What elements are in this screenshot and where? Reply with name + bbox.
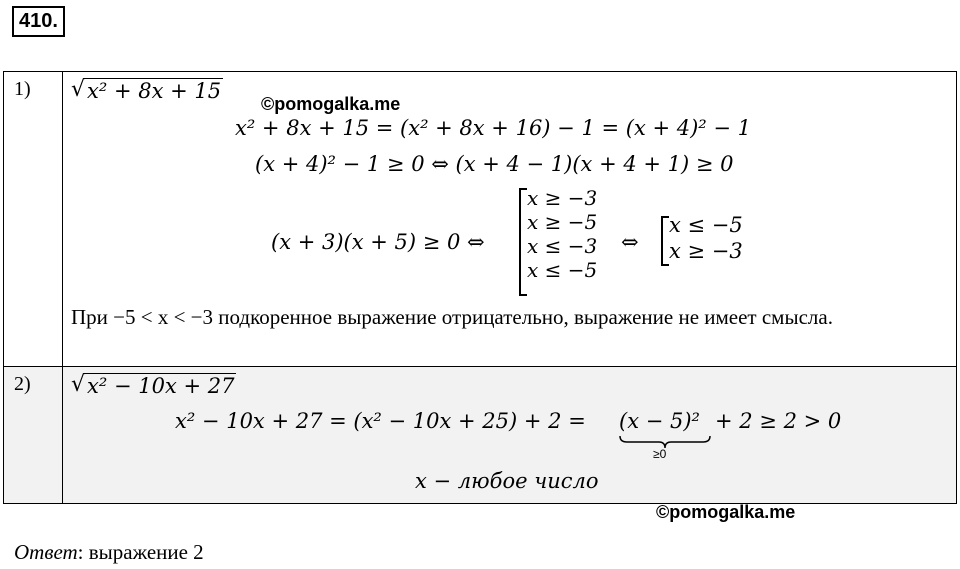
conclusion-text: При −5 < x < −3 подкоренное выражение отрицательно, выражение не имеет смысла. bbox=[71, 305, 833, 329]
watermark: ©pomogalka.me bbox=[656, 502, 796, 522]
equivalence-sign: ⇔ bbox=[621, 230, 639, 254]
answer bbox=[14, 540, 204, 565]
sqrt-sign: √ bbox=[71, 372, 86, 397]
solution-row-2 bbox=[4, 367, 957, 504]
radicand: x² − 10x + 27 bbox=[87, 374, 235, 398]
underbrace-label: ≥0 bbox=[653, 447, 667, 461]
system-line: x ≥ −5 bbox=[527, 210, 598, 234]
system-line: x ≥ −3 bbox=[527, 186, 598, 210]
equation-line-2: (x + 4)² − 1 ≥ 0 ⇔ (x + 4 − 1)(x + 4 + 1) ≥ 0 bbox=[255, 152, 734, 176]
sqrt-sign: √ bbox=[71, 77, 86, 102]
row-number-cell bbox=[4, 367, 63, 504]
answer-text: : выражение 2 bbox=[77, 540, 204, 564]
solution-cell-2 bbox=[63, 367, 957, 504]
answer-label: Ответ bbox=[14, 540, 78, 564]
radical-expression bbox=[71, 373, 236, 398]
radical-expression bbox=[71, 78, 223, 103]
solution-table bbox=[3, 71, 957, 504]
row-number: 2) bbox=[14, 373, 31, 395]
solution-cell-1 bbox=[63, 72, 957, 367]
equation-line-3: (x + 3)(x + 5) ≥ 0 ⇔ bbox=[271, 230, 485, 254]
equation-line-1a: x² − 10x + 27 = (x² − 10x + 25) + 2 = bbox=[175, 409, 586, 433]
row-number: 1) bbox=[14, 78, 31, 100]
equation-line-1c: + 2 ≥ 2 > 0 bbox=[715, 409, 842, 433]
row-number-cell bbox=[4, 72, 63, 367]
system-block bbox=[527, 186, 597, 282]
equation-line-1b: (x − 5)² bbox=[619, 409, 700, 433]
result-line: x ≤ −5 bbox=[669, 213, 743, 237]
system-line: x ≤ −5 bbox=[527, 258, 598, 282]
problem-number: 410. bbox=[12, 6, 65, 37]
equation-line-2: x − любое число bbox=[415, 469, 599, 493]
system-line: x ≤ −3 bbox=[527, 234, 598, 258]
result-bracket bbox=[661, 216, 669, 266]
solution-row-1 bbox=[4, 72, 957, 367]
radicand: x² + 8x + 15 bbox=[87, 79, 222, 103]
equation-line-1: x² + 8x + 15 = (x² + 8x + 16) − 1 = (x + 4)² − 1 bbox=[235, 116, 752, 140]
result-line: x ≥ −3 bbox=[669, 239, 743, 263]
union-bracket bbox=[519, 188, 527, 296]
result-block bbox=[669, 212, 743, 264]
watermark: ©pomogalka.me bbox=[261, 94, 401, 114]
